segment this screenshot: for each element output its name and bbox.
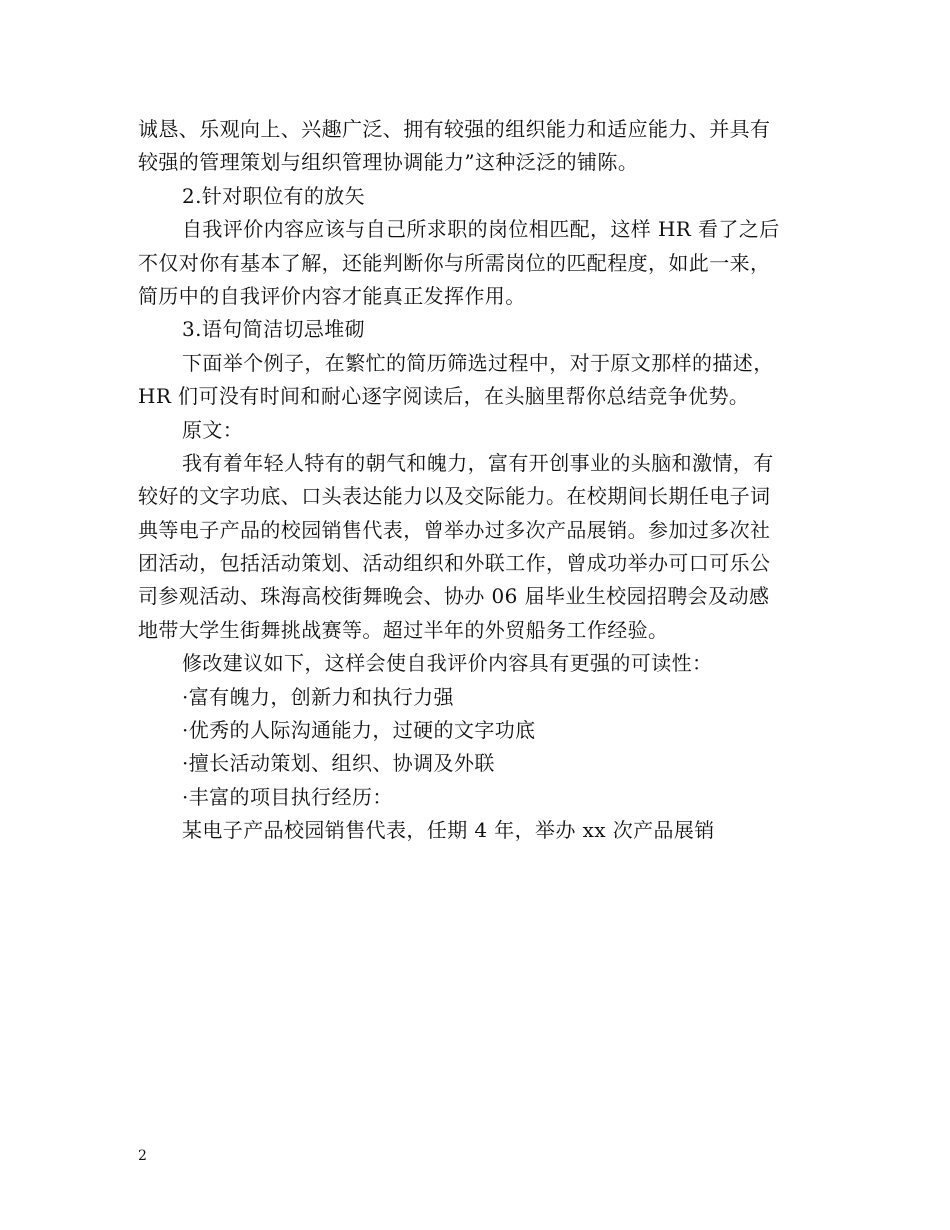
text-line: HR 们可没有时间和耐心逐字阅读后，在头脑里帮你总结竞争优势。: [138, 384, 750, 409]
text-line: ·擅长活动策划、组织、协调及外联: [182, 751, 495, 776]
text-line: 我有着年轻人特有的朝气和魄力，富有开创事业的头脑和激情，有: [182, 450, 774, 475]
document-body: [138, 113, 828, 848]
text-line: 诚恳、乐观向上、兴趣广泛、拥有较强的组织能力和适应能力、并具有: [138, 117, 771, 141]
text-line: 地带大学生街舞挑战赛等。超过半年的外贸船务工作经验。: [138, 617, 669, 642]
text-line: 较好的文字功底、口头表达能力以及交际能力。在校期间长期任电子词: [138, 484, 771, 509]
text-line: 自我评价内容应该与自己所求职的岗位相匹配，这样 HR 看了之后: [182, 217, 780, 242]
text-line: 司参观活动、珠海高校街舞晚会、协办 06 届毕业生校园招聘会及动感: [138, 584, 770, 609]
text-line: 某电子产品校园销售代表，任期 4 年，举办 xx 次产品展销: [182, 818, 715, 843]
text-line: 下面举个例子，在繁忙的简历筛选过程中，对于原文那样的描述，: [182, 350, 774, 375]
text-line: ·丰富的项目执行经历：: [182, 784, 393, 809]
text-line: 较强的管理策划与组织管理协调能力”这种泛泛的铺陈。: [138, 150, 639, 175]
page-number: 2: [138, 1148, 147, 1164]
text-line: 原文：: [182, 417, 244, 442]
text-line: ·优秀的人际沟通能力，过硬的文字功底: [182, 718, 536, 743]
text-line: 不仅对你有基本了解，还能判断你与所需岗位的匹配程度，如此一来，: [138, 250, 771, 275]
text-line: 典等电子产品的校园销售代表，曾举办过多次产品展销。参加过多次社: [138, 517, 771, 542]
text-line: 团活动，包括活动策划、活动组织和外联工作，曾成功举办可口可乐公: [138, 551, 771, 576]
text-line: 2.针对职位有的放矢: [182, 183, 366, 208]
text-line: 3.语句简洁切忌堆砌: [182, 317, 366, 342]
text-line: ·富有魄力，创新力和执行力强: [182, 684, 454, 709]
text-line: 简历中的自我评价内容才能真正发挥作用。: [138, 283, 526, 308]
text-line: 修改建议如下，这样会使自我评价内容具有更强的可读性：: [182, 651, 713, 676]
